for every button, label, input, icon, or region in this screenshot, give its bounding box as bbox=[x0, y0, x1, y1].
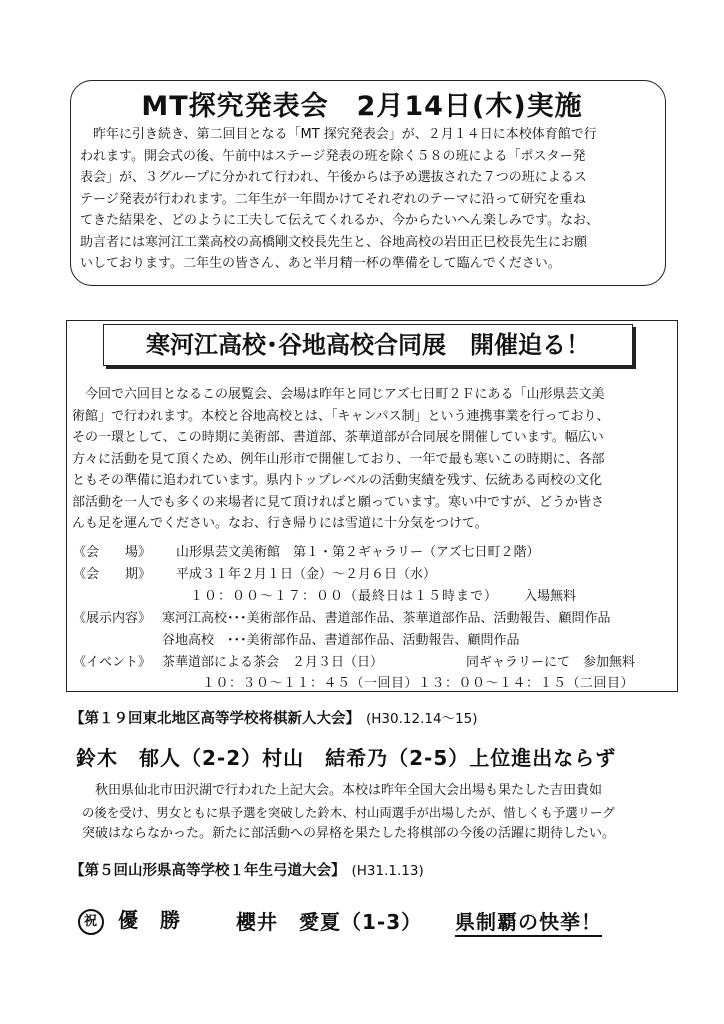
kyudo-heading-date: (H31.1.13) bbox=[351, 863, 424, 879]
exhibition-body bbox=[72, 384, 672, 535]
shogi-heading bbox=[70, 707, 477, 728]
exhibition-body-line: 方々に活動を見て頂くため、例年山形市で開催しており、一年で最も寒いこの時期に、各部 bbox=[72, 451, 605, 467]
period-label: 《会 期》 bbox=[73, 567, 152, 582]
exhibition-body-line: 術館」で行われます。本校と谷地高校とは、「キャンパス制」という連携事業を行っており、 bbox=[72, 408, 610, 424]
kyudo-heading bbox=[70, 859, 424, 880]
shogi-heading-date: (H30.12.14～15) bbox=[366, 711, 478, 727]
exhibit-yachi: 谷地高校 ･･･美術部作品、書道部作品、活動報告、顧問作品 bbox=[162, 633, 520, 648]
event-value: 茶華道部による茶会 ２月３日（日） bbox=[162, 655, 384, 670]
mt-presentation-title: MT探究発表会 2月14日(木)実施 bbox=[141, 91, 583, 122]
exhibition-body-line: ともその準備に追われています。県内トップレベルの活動実績を残す、伝統ある両校の文化 bbox=[72, 473, 603, 488]
kyudo-slogan bbox=[455, 906, 602, 935]
admission: 入場無料 bbox=[524, 589, 577, 604]
kyudo-slogan-text: 県制覇の快挙！ bbox=[455, 910, 602, 937]
venue-label: 《会 場》 bbox=[73, 545, 152, 560]
opening-hours: １０：００～１７：００（最終日は１５時まで） bbox=[190, 589, 499, 604]
kyudo-result-line bbox=[78, 904, 181, 935]
shogi-body-line: 突破はならなかった。新たに部活動への昇格を果たした将棋部の今後の活躍に期待したい。 bbox=[82, 826, 616, 841]
shogi-body-line: の後を受け、男女ともに県予選を突破した鈴木、村山両選手が出場したが、惜しくも予選リーグ bbox=[82, 804, 615, 820]
exhibition-body-line: 今回で六回目となるこの展覧会、会場は昨年と同じアズ七日町２Ｆにある「山形県芸文美 bbox=[85, 387, 605, 402]
event-place: 同ギャラリーにて 参加無料 bbox=[466, 655, 636, 670]
mt-body-line: 助言者には寒河江工業高校の高橋剛文校長先生と、谷地高校の岩田正巳校長先生にお願 bbox=[80, 234, 588, 250]
mt-body-line: いしております。二年生の皆さん、あと半月精一杯の準備をして臨んでください。 bbox=[80, 256, 561, 271]
shogi-heading-title: 【第１９回東北地区高等学校将棋新人大会】 bbox=[70, 711, 360, 727]
mt-body-line: 昨年に引き続き、第二回目となる「MT 探究発表会」が、２月１４日に本校体育館で行 bbox=[93, 127, 597, 142]
mt-body-line: われます。開会式の後、午前中はステージ発表の班を除く５８の班による「ポスター発 bbox=[80, 148, 586, 164]
mt-presentation-body bbox=[80, 124, 660, 275]
venue-value: 山形県芸文美術館 第１・第２ギャラリー（アズ七日町２階） bbox=[176, 545, 540, 560]
shogi-headline: 鈴木 郁人（2-2）村山 結希乃（2-5）上位進出ならず bbox=[76, 746, 617, 770]
shogi-body bbox=[82, 780, 682, 845]
period-value: 平成３１年２月１日（金）～２月６日（水） bbox=[176, 567, 437, 582]
exhibit-sagae: 寒河江高校･･･美術部作品、書道部作品、茶華道部作品、活動報告、顧問作品 bbox=[162, 611, 611, 626]
exhibition-body-line: んも足を運んでください。なお、行き帰りには雪道に十分気をつけて。 bbox=[72, 516, 488, 531]
exhibition-body-line: その一環として、この時期に美術部、書道部、茶華道部が合同展を開催しています。幅広い bbox=[72, 430, 604, 445]
event-times: １０：３０～１１：４５（一回目）１３：００～１４：１５（二回目） bbox=[202, 676, 635, 691]
kyudo-winner: 櫻井 愛夏（1-3） bbox=[236, 910, 423, 934]
mt-body-line: テージ発表が行われます。二年生が一年間かけてそれぞれのテーマに沿って研究を重ね bbox=[80, 191, 586, 207]
celebration-badge: 祝 bbox=[78, 909, 104, 935]
mt-body-line: 表会」が、３グループに分かれて行われ、午後からは予め選抜された７つの班によるス bbox=[80, 170, 587, 185]
exhibition-title: 寒河江高校･谷地高校合同展 開催迫る！ bbox=[103, 324, 633, 366]
kyudo-heading-title: 【第５回山形県高等学校１年生弓道大会】 bbox=[70, 863, 346, 879]
mt-body-line: てきた結果を、どのように工夫して伝えてくれるか、今からたいへん楽しみです。なお、 bbox=[80, 213, 599, 228]
kyudo-result: 優 勝 bbox=[118, 908, 181, 932]
exhibition-body-line: 部活動を一人でも多くの来場者に見て頂ければと願っています。寒い中ですが、どうか皆さ bbox=[72, 494, 604, 510]
exhibit-label: 《展示内容》 bbox=[73, 611, 152, 626]
event-label: 《イベント》 bbox=[73, 655, 152, 670]
shogi-body-line: 秋田県仙北市田沢湖で行われた上記大会。本校は昨年全国大会出場も果たした吉田貴如 bbox=[95, 783, 603, 798]
